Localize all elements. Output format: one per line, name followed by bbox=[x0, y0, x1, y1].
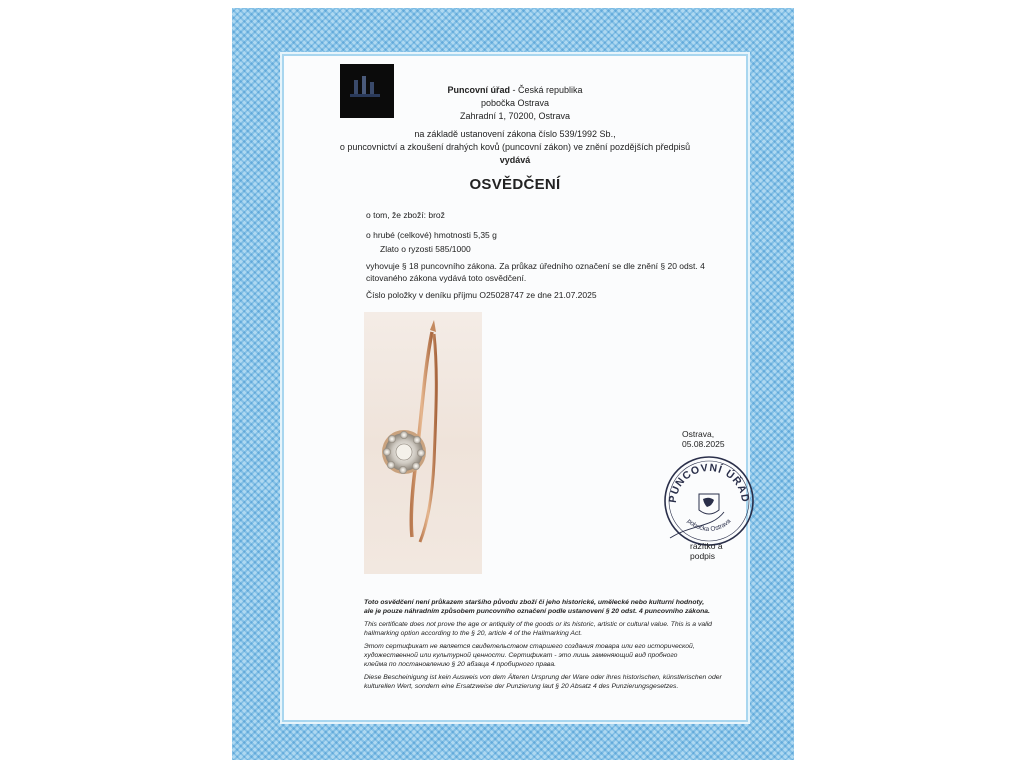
certificate-content bbox=[284, 56, 752, 720]
jewelry-photo bbox=[364, 312, 482, 574]
branch-line: pobočka Ostrava bbox=[480, 98, 550, 108]
footer-en-line1: This certificate does not prove the age or antiquity of the goods or its historic, artistic or cultural value. This is a valid bbox=[364, 621, 712, 628]
compliance-line2: citovaného zákona vydává toto osvědčení. bbox=[366, 273, 527, 283]
compliance-line1: vyhovuje § 18 puncovního zákona. Za průkaz úředního označení se dle znění § 20 odst. 4 bbox=[366, 261, 705, 271]
footer-ru-line1: Этот сертификат не является свидетельством старшего создания товара или его исторической, bbox=[364, 643, 695, 650]
svg-text:pobočka Ostrava bbox=[686, 517, 733, 533]
weight-line: o hrubé (celkové) hmotnosti 5,35 g bbox=[366, 230, 497, 240]
footer-de-line1: Diese Bescheinigung ist kein Ausweis von dem Älteren Ursprung der Ware oder ihres historischen, künstlerischen oder bbox=[364, 674, 722, 681]
footer-de-line2: kulturellen Wert, sondern eine Ersatzweise der Punzierung laut § 20 Absatz 4 des Punzierungsgesetzes. bbox=[364, 683, 679, 690]
address-line: Zahradní 1, 70200, Ostrava bbox=[459, 111, 571, 121]
footer-cz-line1: Toto osvědčení není průkazem staršího původu zboží či jeho historické, umělecké nebo kulturní hodnoty, bbox=[364, 599, 705, 606]
brooch-image bbox=[364, 312, 482, 574]
signature-label: razítko a podpis bbox=[690, 541, 723, 561]
footer-en-line2: hallmarking option according to the § 20, article 4 of the Hallmarking Act. bbox=[364, 630, 583, 637]
footer-ru-line3: клейма по постановлению § 20 абзаца 4 пробирного права. bbox=[364, 661, 556, 668]
stamp-emblem-icon bbox=[662, 454, 756, 548]
stamp-top-text: PUNCOVNÍ ÚŘAD bbox=[666, 461, 752, 504]
legal-basis-line1: na základě ustanovení zákona číslo 539/1992 Sb., bbox=[414, 129, 616, 139]
footer-ru-line2: художественной или культурной ценности. Сертификат - это лишь заменяющий вид пробного bbox=[364, 652, 678, 659]
fineness-line: Zlato o ryzosti 585/1000 bbox=[380, 244, 471, 254]
office-line: Puncovní úřad - Česká republika bbox=[447, 85, 583, 95]
certificate-title: OSVĚDČENÍ bbox=[469, 176, 561, 193]
goods-line: o tom, že zboží: brož bbox=[366, 210, 445, 220]
place-and-date: Ostrava, 05.08.2025 bbox=[682, 429, 725, 449]
legal-basis-line2: o puncovnictví a zkoušení drahých kovů (puncovní zákon) ve znění pozdějších předpisů bbox=[339, 142, 691, 152]
footer-cz-line2: ale je pouze náhradním způsobem puncovního označení podle ustanovení § 20 odst. 4 puncovního zákona. bbox=[364, 608, 710, 615]
official-stamp bbox=[662, 454, 756, 548]
certificate-sheet bbox=[232, 8, 794, 760]
item-number-line: Číslo položky v deníku příjmu O25028747 ze dne 21.07.2025 bbox=[366, 290, 597, 300]
issues-line: vydává bbox=[499, 155, 531, 165]
stamp-bottom-text: pobočka Ostrava bbox=[685, 517, 733, 533]
